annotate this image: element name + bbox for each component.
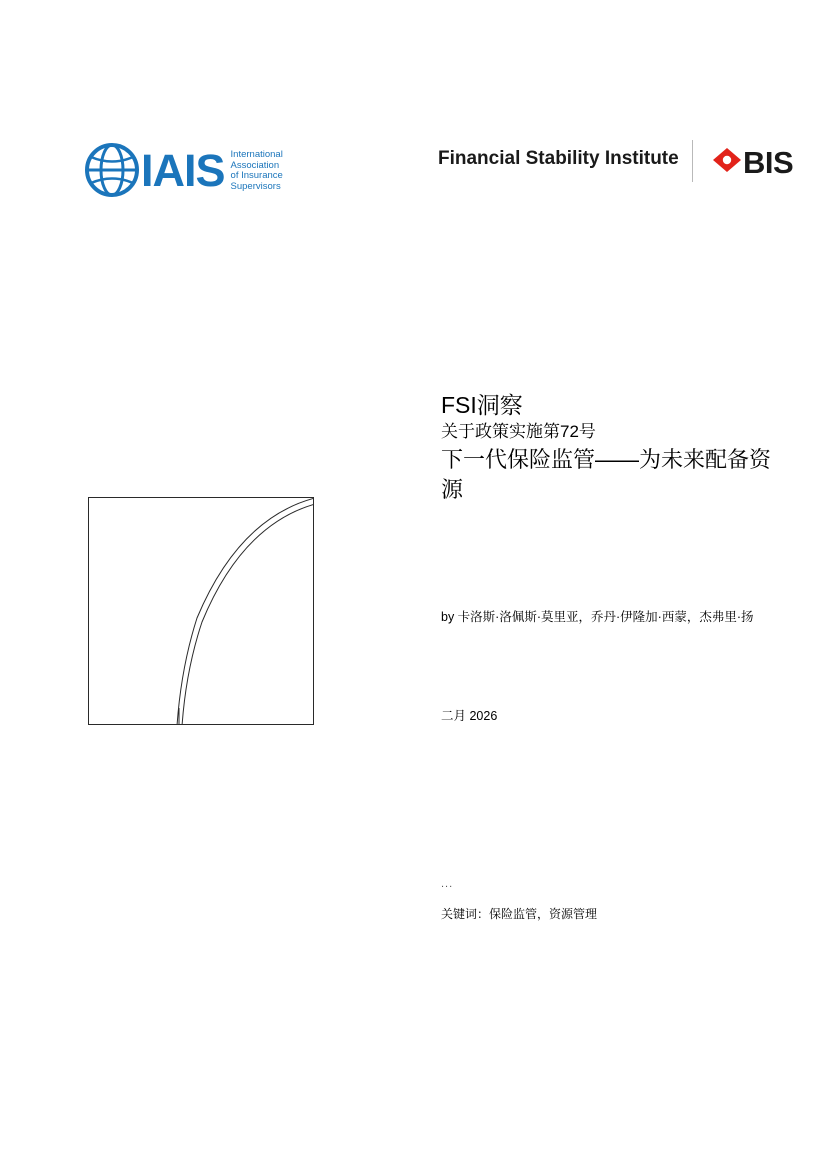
document-keywords: 关键词：保险监管，资源管理: [441, 907, 598, 921]
bis-diamond-icon: [712, 147, 742, 178]
bis-logo: [712, 144, 793, 180]
iais-logo: [85, 134, 325, 206]
bis-wordmark: BIS: [743, 144, 794, 180]
fsi-wordmark: Financial Stability Institute: [438, 148, 679, 169]
globe-icon: [85, 143, 139, 197]
document-title: 下一代保险监管——为未来配备资源: [441, 447, 772, 502]
document-series: FSI洞察: [441, 392, 523, 418]
document-authors: by 卡洛斯·洛佩斯·莫里亚，乔丹·伊隆加·西蒙，杰弗里·扬: [441, 610, 754, 624]
page-header: [0, 126, 826, 206]
meta-placeholder: ...: [441, 878, 454, 890]
document-number: 关于政策实施第72号: [441, 422, 596, 441]
header-divider: [692, 140, 693, 182]
iais-subtitle-line-4: Supervisors: [230, 180, 281, 192]
publication-date: 二月 2026: [441, 709, 498, 723]
title-block: [441, 391, 771, 505]
iais-subtitle: [231, 150, 283, 192]
iais-wordmark: IAIS: [141, 144, 225, 196]
arc-cover-graphic: [88, 497, 314, 725]
iais-subtitle-line-1: International: [230, 149, 283, 160]
iais-subtitle-line-2: Association: [230, 159, 280, 171]
iais-subtitle-line-3: of Insurance: [230, 170, 283, 181]
